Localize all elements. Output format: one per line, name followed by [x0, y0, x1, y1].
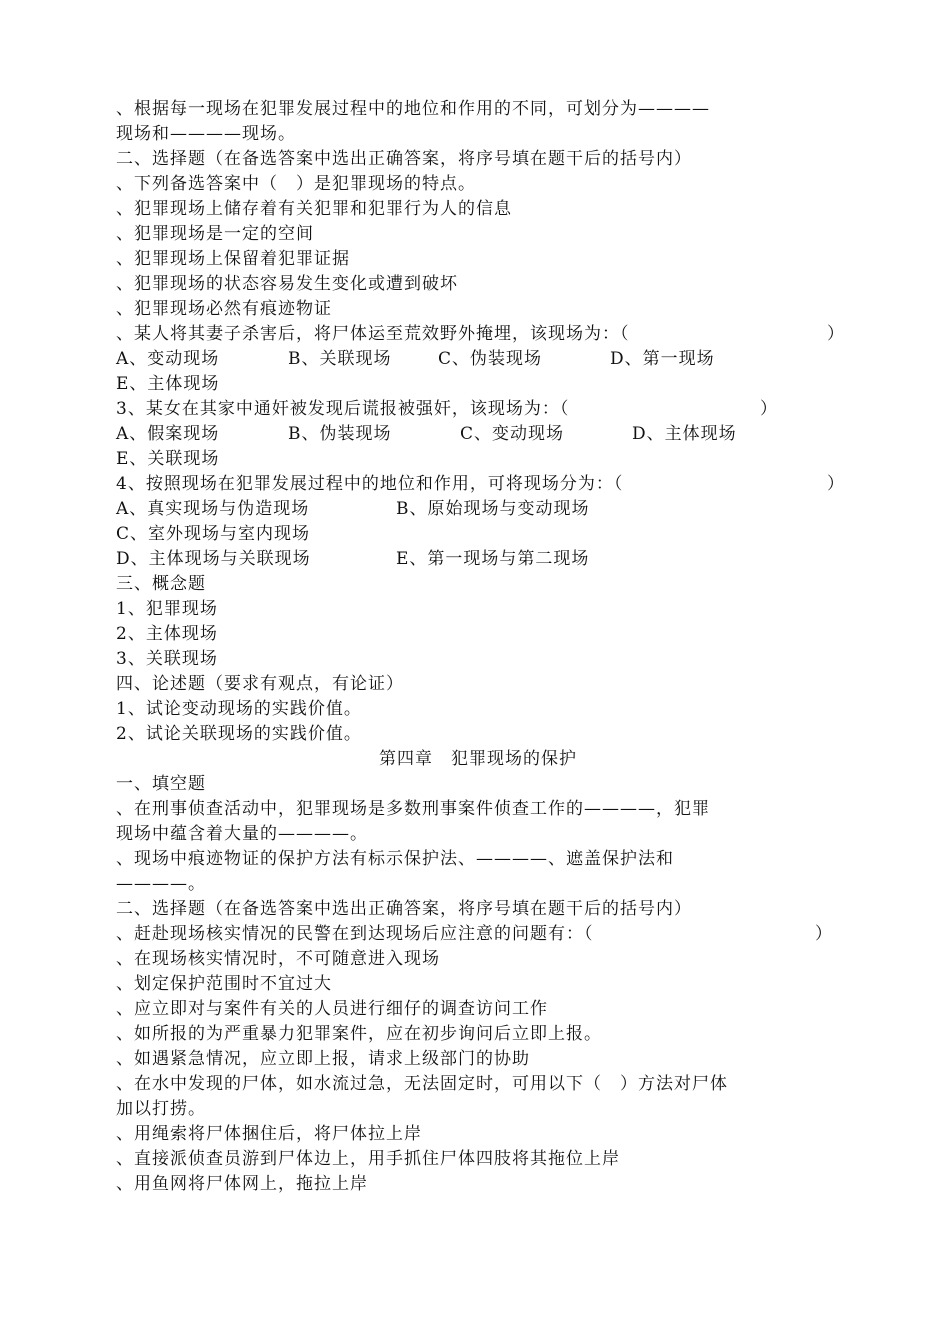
question-fill-blank-4: 、根据每一现场在犯罪发展过程中的地位和作用的不同，可划分为————	[116, 99, 710, 119]
question-fill-blank-4-cont: 现场和————现场。	[116, 124, 296, 144]
question-choice-4: 4、按照现场在犯罪发展过程中的地位和作用，可将现场分为：（	[116, 474, 624, 494]
option-line: 、在现场核实情况时，不可随意进入现场	[116, 949, 440, 969]
answer-paren-close: ）	[815, 924, 832, 944]
option-line: 、用鱼网将尸体网上，拖拉上岸	[116, 1174, 368, 1194]
concept-item: 3、关联现场	[116, 649, 218, 669]
concept-item: 1、犯罪现场	[116, 599, 218, 619]
option-d: D、主体现场与关联现场	[116, 549, 311, 569]
option-c: C、变动现场	[460, 424, 565, 444]
option-line: 、应立即对与案件有关的人员进行细仔的调查访问工作	[116, 999, 548, 1019]
option-e: E、关联现场	[116, 449, 220, 469]
question-choice-2-cont: 加以打捞。	[116, 1099, 206, 1119]
option-line: 、直接派侦查员游到尸体边上，用手抓住尸体四肢将其拖位上岸	[116, 1149, 620, 1169]
option-line: 、犯罪现场必然有痕迹物证	[116, 299, 332, 319]
section-heading-fill-blank: 一、填空题	[116, 774, 206, 794]
question-choice-2: 、在水中发现的尸体，如水流过急，无法固定时，可用以下（ ）方法对尸体	[116, 1074, 728, 1094]
section-heading-choice: 二、选择题（在备选答案中选出正确答案，将序号填在题干后的括号内）	[116, 149, 692, 169]
option-e: E、主体现场	[116, 374, 220, 394]
option-c: C、室外现场与室内现场	[116, 524, 311, 544]
option-b: B、原始现场与变动现场	[396, 499, 590, 519]
section-heading-choice: 二、选择题（在备选答案中选出正确答案，将序号填在题干后的括号内）	[116, 899, 692, 919]
option-b: B、伪装现场	[288, 424, 392, 444]
answer-paren-close: ）	[827, 324, 844, 344]
question-fill-blank-1: 、在刑事侦查活动中，犯罪现场是多数刑事案件侦查工作的————，犯罪	[116, 799, 710, 819]
option-a: A、变动现场	[116, 349, 220, 369]
option-line: 、犯罪现场上储存着有关犯罪和犯罪行为人的信息	[116, 199, 512, 219]
concept-item: 2、主体现场	[116, 624, 218, 644]
option-b: B、关联现场	[288, 349, 392, 369]
option-d: D、第一现场	[610, 349, 715, 369]
option-line: 、犯罪现场的状态容易发生变化或遭到破坏	[116, 274, 458, 294]
question-choice-1: 、下列备选答案中（ ）是犯罪现场的特点。	[116, 174, 476, 194]
question-choice-3: 3、某女在其家中通奸被发现后谎报被强奸，该现场为：（	[116, 399, 570, 419]
question-fill-blank-1-cont: 现场中蕴含着大量的————。	[116, 824, 368, 844]
option-line: 、犯罪现场是一定的空间	[116, 224, 314, 244]
essay-item: 2、试论关联现场的实践价值。	[116, 724, 362, 744]
question-fill-blank-2-cont: ————。	[116, 874, 206, 894]
question-choice-2: 、某人将其妻子杀害后，将尸体运至荒效野外掩埋，该现场为：（	[116, 324, 630, 344]
option-line: 、用绳索将尸体捆住后，将尸体拉上岸	[116, 1124, 422, 1144]
option-a: A、真实现场与伪造现场	[116, 499, 310, 519]
option-line: 、犯罪现场上保留着犯罪证据	[116, 249, 350, 269]
option-a: A、假案现场	[116, 424, 220, 444]
answer-paren-close: ）	[760, 399, 777, 419]
option-line: 、划定保护范围时不宜过大	[116, 974, 332, 994]
answer-paren-close: ）	[827, 474, 844, 494]
option-c: C、伪装现场	[438, 349, 543, 369]
question-fill-blank-2: 、现场中痕迹物证的保护方法有标示保护法、————、遮盖保护法和	[116, 849, 674, 869]
option-line: 、如所报的为严重暴力犯罪案件，应在初步询问后立即上报。	[116, 1024, 602, 1044]
essay-item: 1、试论变动现场的实践价值。	[116, 699, 362, 719]
section-heading-essay: 四、论述题（要求有观点，有论证）	[116, 674, 404, 694]
section-heading-concept: 三、概念题	[116, 574, 206, 594]
question-choice-1: 、赶赴现场核实情况的民警在到达现场后应注意的问题有：（	[116, 924, 594, 944]
chapter-title: 第四章 犯罪现场的保护	[379, 749, 577, 769]
option-d: D、主体现场	[632, 424, 737, 444]
option-line: 、如遇紧急情况，应立即上报，请求上级部门的协助	[116, 1049, 530, 1069]
option-e: E、第一现场与第二现场	[396, 549, 590, 569]
